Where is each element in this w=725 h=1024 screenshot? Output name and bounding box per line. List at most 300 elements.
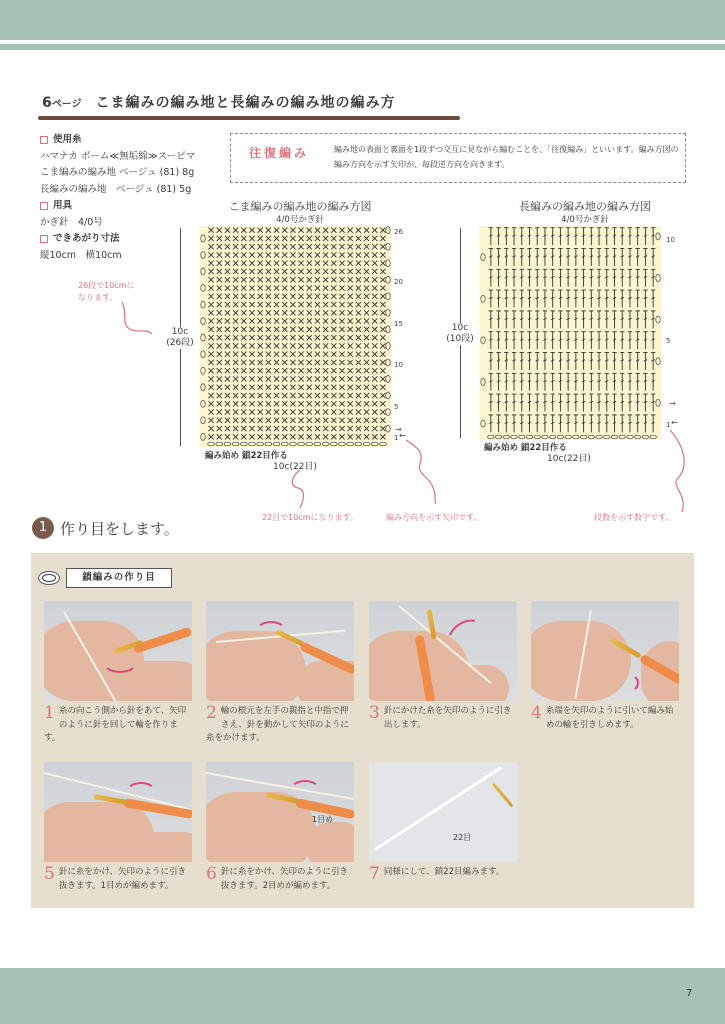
single-crochet-mark — [208, 310, 213, 315]
foundation-chain-mark — [488, 435, 494, 439]
double-crochet-mark — [489, 269, 493, 286]
sc-row-tick: 20 — [394, 278, 403, 286]
single-crochet-mark — [372, 393, 377, 398]
single-crochet-mark — [258, 269, 263, 274]
double-crochet-mark — [628, 352, 632, 369]
single-crochet-mark — [266, 302, 271, 307]
single-crochet-mark — [339, 269, 344, 274]
single-crochet-mark — [233, 343, 238, 348]
single-crochet-mark — [372, 343, 377, 348]
double-crochet-mark — [589, 394, 593, 411]
single-crochet-mark — [307, 252, 312, 257]
sc-width-label: 10c(22目) — [273, 462, 317, 472]
single-crochet-mark — [380, 252, 385, 257]
single-crochet-mark — [348, 269, 353, 274]
ofuku-label: 往復編み — [249, 146, 310, 160]
single-crochet-mark — [339, 434, 344, 439]
turning-chain-mark — [481, 337, 485, 344]
turning-chain-mark — [386, 392, 390, 399]
double-crochet-mark — [527, 248, 531, 265]
single-crochet-mark — [217, 269, 222, 274]
single-crochet-mark — [372, 228, 377, 233]
single-crochet-mark — [307, 236, 312, 241]
single-crochet-mark — [241, 302, 246, 307]
foundation-chain-mark — [596, 435, 602, 439]
double-crochet-mark — [643, 332, 647, 349]
single-crochet-mark — [380, 409, 385, 414]
double-crochet-mark — [550, 290, 554, 307]
single-crochet-mark — [298, 409, 303, 414]
top-band-line — [0, 44, 725, 50]
single-crochet-mark — [274, 418, 279, 423]
double-crochet-mark — [520, 394, 524, 411]
single-crochet-mark — [290, 261, 295, 266]
turning-chain-mark — [386, 260, 390, 267]
single-crochet-mark — [290, 252, 295, 257]
foundation-chain-mark — [273, 442, 280, 446]
single-crochet-mark — [339, 409, 344, 414]
single-crochet-mark — [217, 244, 222, 249]
single-crochet-mark — [258, 368, 263, 373]
step-photo — [44, 762, 192, 862]
single-crochet-mark — [282, 310, 287, 315]
single-crochet-mark — [290, 335, 295, 340]
single-crochet-mark — [225, 426, 230, 431]
double-crochet-mark — [635, 332, 639, 349]
single-crochet-mark — [233, 302, 238, 307]
single-crochet-mark — [217, 426, 222, 431]
single-crochet-mark — [208, 261, 213, 266]
foundation-chain-mark — [339, 442, 346, 446]
single-crochet-mark — [356, 269, 361, 274]
double-crochet-mark — [589, 290, 593, 307]
double-crochet-mark — [628, 332, 632, 349]
single-crochet-mark — [356, 376, 361, 381]
single-crochet-mark — [217, 385, 222, 390]
double-crochet-mark — [643, 373, 647, 390]
single-crochet-mark — [282, 269, 287, 274]
foundation-chain-mark — [306, 442, 313, 446]
double-crochet-mark — [496, 373, 500, 390]
double-crochet-mark — [605, 228, 609, 245]
double-crochet-mark — [550, 415, 554, 432]
single-crochet-mark — [241, 269, 246, 274]
single-crochet-mark — [266, 409, 271, 414]
double-crochet-mark — [520, 311, 524, 328]
single-crochet-mark — [225, 294, 230, 299]
double-crochet-mark — [628, 269, 632, 286]
single-crochet-mark — [323, 310, 328, 315]
double-crochet-mark — [496, 415, 500, 432]
single-crochet-mark — [208, 302, 213, 307]
double-crochet-mark — [504, 373, 508, 390]
single-crochet-mark — [290, 360, 295, 365]
single-crochet-mark — [380, 302, 385, 307]
double-crochet-mark — [504, 394, 508, 411]
foundation-chain-mark — [619, 435, 625, 439]
single-crochet-mark — [339, 244, 344, 249]
single-crochet-mark — [315, 269, 320, 274]
double-crochet-mark — [550, 352, 554, 369]
single-crochet-mark — [274, 302, 279, 307]
sc-row-tick: 26 — [394, 228, 403, 236]
step-caption — [369, 705, 519, 732]
double-crochet-mark — [558, 269, 562, 286]
single-crochet-mark — [233, 368, 238, 373]
single-crochet-mark — [380, 236, 385, 241]
single-crochet-mark — [266, 335, 271, 340]
single-crochet-mark — [208, 368, 213, 373]
single-crochet-mark — [282, 352, 287, 357]
double-crochet-mark — [574, 269, 578, 286]
single-crochet-mark — [249, 318, 254, 323]
double-crochet-mark — [512, 311, 516, 328]
single-crochet-mark — [372, 294, 377, 299]
single-crochet-mark — [372, 335, 377, 340]
turning-chain-mark — [386, 409, 390, 416]
double-crochet-mark — [635, 290, 639, 307]
double-crochet-mark — [496, 248, 500, 265]
single-crochet-mark — [372, 302, 377, 307]
single-crochet-mark — [217, 343, 222, 348]
single-crochet-mark — [323, 318, 328, 323]
double-crochet-mark — [535, 228, 539, 245]
single-crochet-mark — [339, 426, 344, 431]
single-crochet-mark — [217, 252, 222, 257]
double-crochet-mark — [504, 311, 508, 328]
single-crochet-mark — [249, 327, 254, 332]
single-crochet-mark — [208, 228, 213, 233]
dc-chart-hook: 4/0号かぎ針 — [561, 215, 609, 225]
single-crochet-mark — [266, 434, 271, 439]
stitch-note-curl-icon — [286, 468, 316, 510]
single-crochet-mark — [217, 409, 222, 414]
foundation-chain-mark — [588, 435, 594, 439]
single-crochet-mark — [208, 236, 213, 241]
single-crochet-mark — [225, 236, 230, 241]
single-crochet-mark — [323, 236, 328, 241]
single-crochet-mark — [348, 409, 353, 414]
single-crochet-mark — [208, 426, 213, 431]
single-crochet-mark — [266, 294, 271, 299]
double-crochet-mark — [635, 415, 639, 432]
foundation-chain-mark — [232, 442, 239, 446]
double-crochet-mark — [558, 290, 562, 307]
single-crochet-mark — [298, 302, 303, 307]
turning-chain-mark — [386, 359, 390, 366]
single-crochet-mark — [331, 343, 336, 348]
single-crochet-mark — [290, 236, 295, 241]
double-crochet-mark — [643, 228, 647, 245]
single-crochet-mark — [290, 434, 295, 439]
single-crochet-mark — [298, 352, 303, 357]
single-crochet-mark — [348, 277, 353, 282]
double-crochet-mark — [589, 311, 593, 328]
double-crochet-mark — [643, 311, 647, 328]
single-crochet-mark — [315, 368, 320, 373]
single-crochet-mark — [217, 376, 222, 381]
single-crochet-mark — [364, 343, 369, 348]
single-crochet-mark — [274, 261, 279, 266]
single-crochet-mark — [356, 352, 361, 357]
single-crochet-mark — [274, 318, 279, 323]
single-crochet-mark — [258, 343, 263, 348]
double-crochet-mark — [558, 332, 562, 349]
double-crochet-mark — [520, 332, 524, 349]
single-crochet-mark — [225, 418, 230, 423]
single-crochet-mark — [290, 352, 295, 357]
single-crochet-mark — [225, 434, 230, 439]
single-crochet-mark — [323, 335, 328, 340]
turning-chain-mark — [656, 358, 660, 365]
single-crochet-mark — [331, 368, 336, 373]
single-crochet-mark — [274, 294, 279, 299]
single-crochet-mark — [266, 269, 271, 274]
single-crochet-mark — [315, 318, 320, 323]
single-crochet-mark — [364, 277, 369, 282]
double-crochet-mark — [504, 415, 508, 432]
step-photo — [369, 762, 517, 862]
caption-text: 針に糸をかけ、矢印のように引き抜きます。2目めが編めます。 — [220, 867, 348, 891]
single-crochet-mark — [217, 418, 222, 423]
single-crochet-mark — [290, 426, 295, 431]
single-crochet-mark — [339, 228, 344, 233]
single-crochet-mark — [225, 302, 230, 307]
double-crochet-mark — [620, 248, 624, 265]
single-crochet-mark — [282, 426, 287, 431]
double-crochet-mark — [612, 269, 616, 286]
single-crochet-mark — [266, 236, 271, 241]
turning-chain-mark — [481, 254, 485, 261]
double-crochet-mark — [520, 415, 524, 432]
single-crochet-mark — [315, 393, 320, 398]
double-crochet-mark — [612, 332, 616, 349]
double-crochet-mark — [504, 269, 508, 286]
single-crochet-mark — [274, 385, 279, 390]
turning-chain-mark — [201, 235, 205, 242]
single-crochet-mark — [217, 310, 222, 315]
single-crochet-mark — [356, 310, 361, 315]
double-crochet-mark — [597, 352, 601, 369]
single-crochet-mark — [249, 335, 254, 340]
sc-grid-svg — [199, 226, 391, 447]
double-crochet-mark — [605, 352, 609, 369]
foundation-chain-mark — [511, 435, 517, 439]
single-crochet-mark — [348, 302, 353, 307]
single-crochet-mark — [372, 252, 377, 257]
single-crochet-mark — [282, 401, 287, 406]
sc-chart-title: こま編みの編み地の編み方図 — [228, 200, 372, 213]
foundation-chain-mark — [542, 435, 548, 439]
double-crochet-mark — [635, 394, 639, 411]
single-crochet-mark — [339, 352, 344, 357]
single-crochet-mark — [298, 261, 303, 266]
single-crochet-mark — [241, 318, 246, 323]
single-crochet-mark — [282, 343, 287, 348]
caption-text: 輪の根元を左手の親指と中指で押さえ、針を動かして矢印のように糸をかけます。 — [206, 706, 349, 743]
single-crochet-mark — [348, 385, 353, 390]
single-crochet-mark — [315, 352, 320, 357]
single-crochet-mark — [233, 352, 238, 357]
single-crochet-mark — [258, 426, 263, 431]
single-crochet-mark — [372, 244, 377, 249]
single-crochet-mark — [315, 434, 320, 439]
turning-chain-mark — [386, 309, 390, 316]
double-crochet-mark — [651, 352, 655, 369]
double-crochet-mark — [651, 228, 655, 245]
single-crochet-mark — [298, 401, 303, 406]
single-crochet-mark — [372, 401, 377, 406]
step-photo — [206, 762, 354, 862]
single-crochet-mark — [217, 294, 222, 299]
single-crochet-mark — [339, 376, 344, 381]
chain-stitch-symbol-icon — [38, 571, 60, 585]
double-crochet-mark — [489, 248, 493, 265]
double-crochet-mark — [489, 311, 493, 328]
dc-grid-svg — [479, 226, 661, 440]
single-crochet-mark — [208, 269, 213, 274]
single-crochet-mark — [372, 385, 377, 390]
single-crochet-mark — [348, 352, 353, 357]
foundation-chain-mark — [224, 442, 231, 446]
double-crochet-mark — [543, 269, 547, 286]
foundation-chain-mark — [240, 442, 247, 446]
single-crochet-mark — [315, 277, 320, 282]
single-crochet-mark — [241, 335, 246, 340]
single-crochet-mark — [282, 418, 287, 423]
size-line: 縦10cm 横10cm — [40, 249, 122, 261]
single-crochet-mark — [233, 360, 238, 365]
single-crochet-mark — [282, 434, 287, 439]
single-crochet-mark — [323, 261, 328, 266]
single-crochet-mark — [233, 327, 238, 332]
single-crochet-mark — [380, 352, 385, 357]
single-crochet-mark — [249, 352, 254, 357]
foundation-chain-mark — [557, 435, 563, 439]
single-crochet-mark — [266, 244, 271, 249]
foundation-chain-mark — [565, 435, 571, 439]
single-crochet-mark — [258, 360, 263, 365]
step-photo — [44, 601, 192, 701]
single-crochet-mark — [282, 277, 287, 282]
double-crochet-mark — [535, 269, 539, 286]
double-crochet-mark — [628, 228, 632, 245]
single-crochet-mark — [298, 418, 303, 423]
single-crochet-mark — [331, 409, 336, 414]
double-crochet-mark — [651, 290, 655, 307]
single-crochet-mark — [225, 401, 230, 406]
single-crochet-mark — [290, 244, 295, 249]
double-crochet-mark — [535, 248, 539, 265]
single-crochet-mark — [274, 368, 279, 373]
caption-number: 2 — [206, 703, 217, 723]
checkbox-square-icon — [40, 202, 48, 210]
double-crochet-mark — [512, 332, 516, 349]
double-crochet-mark — [489, 228, 493, 245]
double-crochet-mark — [589, 228, 593, 245]
double-crochet-mark — [581, 248, 585, 265]
single-crochet-mark — [241, 376, 246, 381]
single-crochet-mark — [217, 360, 222, 365]
single-crochet-mark — [380, 343, 385, 348]
double-crochet-mark — [574, 373, 578, 390]
double-crochet-mark — [496, 394, 500, 411]
dir-note: 編み方向を示す矢印です。 — [386, 513, 482, 522]
single-crochet-mark — [274, 360, 279, 365]
single-crochet-mark — [208, 335, 213, 340]
double-crochet-mark — [612, 352, 616, 369]
single-crochet-mark — [258, 352, 263, 357]
single-crochet-mark — [364, 327, 369, 332]
double-crochet-mark — [543, 352, 547, 369]
single-crochet-mark — [258, 285, 263, 290]
caption-text: 糸端を矢印のように引いて編み始めの輪を引きしめます。 — [545, 706, 674, 730]
double-crochet-mark — [527, 415, 531, 432]
double-crochet-mark — [512, 290, 516, 307]
page-title — [42, 92, 460, 116]
single-crochet-mark — [217, 285, 222, 290]
single-crochet-mark — [208, 418, 213, 423]
dc-start-label: 編み始め 鎖22目作る — [484, 443, 567, 453]
single-crochet-mark — [323, 418, 328, 423]
double-crochet-mark — [589, 373, 593, 390]
double-crochet-mark — [581, 228, 585, 245]
single-crochet-mark — [380, 418, 385, 423]
turning-chain-mark — [201, 367, 205, 374]
step-title: 作り目をします。 — [60, 519, 179, 538]
double-crochet-mark — [520, 290, 524, 307]
single-crochet-mark — [258, 277, 263, 282]
single-crochet-mark — [290, 376, 295, 381]
double-crochet-mark — [643, 290, 647, 307]
single-crochet-mark — [282, 228, 287, 233]
single-crochet-mark — [225, 318, 230, 323]
single-crochet-mark — [339, 368, 344, 373]
single-crochet-mark — [241, 327, 246, 332]
single-crochet-mark — [274, 252, 279, 257]
foundation-chain-mark — [534, 435, 540, 439]
single-crochet-mark — [266, 385, 271, 390]
single-crochet-mark — [274, 343, 279, 348]
single-crochet-mark — [380, 327, 385, 332]
single-crochet-mark — [356, 426, 361, 431]
single-crochet-mark — [364, 236, 369, 241]
single-crochet-mark — [208, 360, 213, 365]
double-crochet-mark — [527, 352, 531, 369]
single-crochet-mark — [315, 327, 320, 332]
single-crochet-mark — [307, 310, 312, 315]
turning-chain-mark — [481, 295, 485, 302]
single-crochet-mark — [380, 426, 385, 431]
single-crochet-mark — [249, 426, 254, 431]
turning-chain-mark — [201, 251, 205, 258]
single-crochet-mark — [372, 236, 377, 241]
single-crochet-mark — [331, 285, 336, 290]
single-crochet-mark — [356, 228, 361, 233]
single-crochet-mark — [356, 434, 361, 439]
single-crochet-mark — [225, 310, 230, 315]
single-crochet-mark — [274, 310, 279, 315]
turning-chain-mark — [656, 399, 660, 406]
single-crochet-mark — [339, 418, 344, 423]
single-crochet-mark — [339, 360, 344, 365]
single-crochet-mark — [266, 360, 271, 365]
single-crochet-mark — [249, 269, 254, 274]
single-crochet-mark — [364, 261, 369, 266]
single-crochet-mark — [290, 277, 295, 282]
foundation-chain-mark — [216, 442, 223, 446]
double-crochet-mark — [597, 228, 601, 245]
